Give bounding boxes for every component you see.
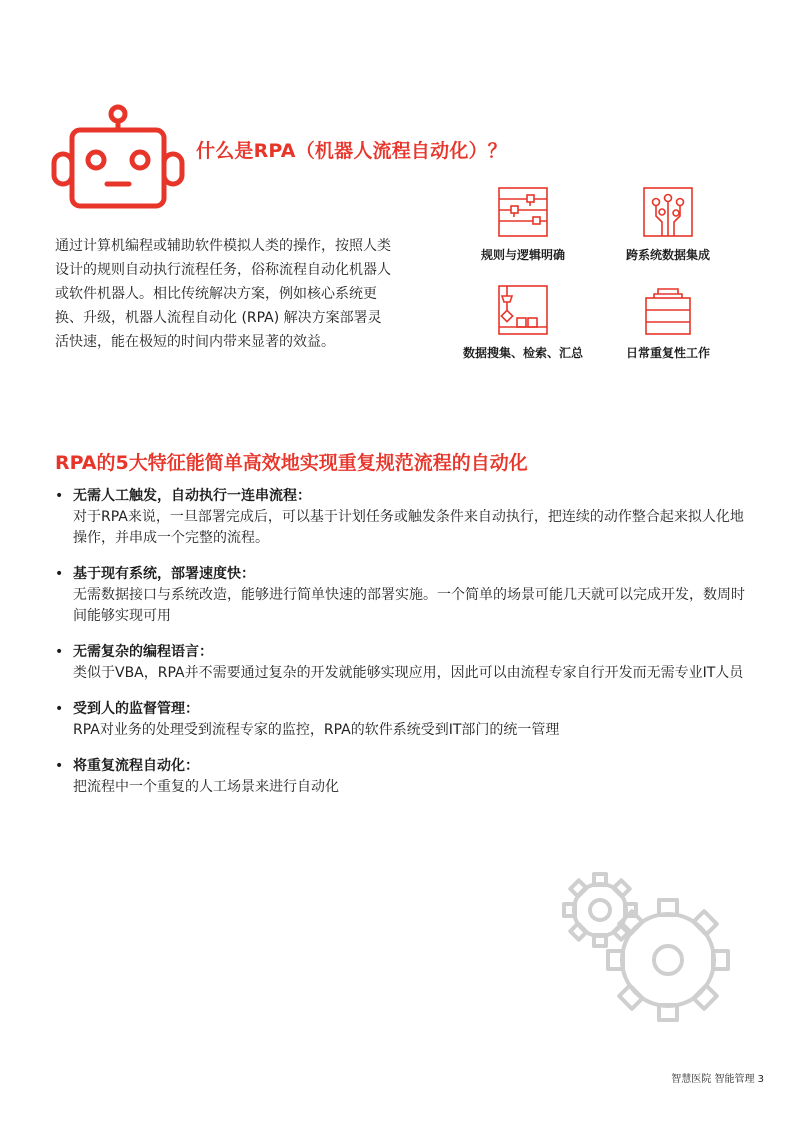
bullet: •: [55, 701, 64, 717]
feature-cross-system: [593, 186, 743, 263]
list-item-head: 无需人工触发，自动执行一连串流程：: [73, 488, 311, 504]
list-item-desc: 对于RPA来说，一旦部署完成后，可以基于计划任务或触发条件来自动执行，把连续的动作整合起来拟人化地操作，并串成一个完整的流程。: [73, 509, 744, 546]
bullet: •: [55, 644, 64, 660]
list-item-head: 基于现有系统，部署速度快：: [73, 566, 255, 582]
feature-rules-logic: [448, 186, 598, 263]
feature-list: [55, 486, 745, 813]
feature-label: 跨系统数据集成: [625, 248, 710, 262]
list-item-head: 无需复杂的编程语言：: [73, 644, 213, 660]
section-title-features: RPA的5大特征能简单高效地实现重复规范流程的自动化: [55, 452, 528, 474]
list-item-desc: 类似于VBA，RPA并不需要通过复杂的开发就能够实现应用，因此可以由流程专家自行开发而无需专业IT人员: [73, 665, 744, 681]
list-item: [55, 564, 745, 627]
list-item-desc: RPA对业务的处理受到流程专家的监控，RPA的软件系统受到IT部门的统一管理: [73, 722, 560, 738]
list-item-desc: 把流程中一个重复的人工场景来进行自动化: [73, 779, 339, 795]
gears-icon: [548, 868, 760, 1038]
bullet: •: [55, 758, 64, 774]
feature-repetitive-work: [593, 284, 743, 361]
list-item: [55, 642, 745, 684]
circuit-icon: [642, 186, 694, 238]
feature-data-collection: [448, 284, 598, 361]
bullet: •: [55, 488, 64, 504]
intro-paragraph: 通过计算机编程或辅助软件模拟人类的操作，按照人类设计的规则自动执行流程任务，俗称流程自动化机器人或软件机器人。相比传统解决方案，例如核心系统更换、升级，机器人流程自动化 (RPA) 解决方案部署灵活快速，能在极短的时间内带来显著的效益。: [55, 238, 391, 350]
feature-label: 日常重复性工作: [625, 346, 710, 360]
page-footer: 智慧医院 智能管理 3: [671, 1074, 764, 1085]
section-title-what-is-rpa: 什么是RPA（机器人流程自动化）？: [196, 140, 507, 162]
data-collect-icon: [497, 284, 549, 336]
list-item: [55, 699, 745, 741]
list-item-head: 受到人的监督管理：: [73, 701, 199, 717]
robot-icon: [50, 104, 186, 212]
list-item-head: 将重复流程自动化：: [73, 758, 199, 774]
list-item: [55, 756, 745, 798]
list-item-desc: 无需数据接口与系统改造，能够进行简单快速的部署实施。一个简单的场景可能几天就可以完成开发，数周时间能够实现可用: [73, 587, 745, 624]
feature-label: 规则与逻辑明确: [480, 248, 565, 262]
list-item: [55, 486, 745, 549]
briefcase-icon: [642, 284, 694, 336]
bullet: •: [55, 566, 64, 582]
feature-label: 数据搜集、检索、汇总: [462, 346, 583, 360]
sliders-icon: [497, 186, 549, 238]
